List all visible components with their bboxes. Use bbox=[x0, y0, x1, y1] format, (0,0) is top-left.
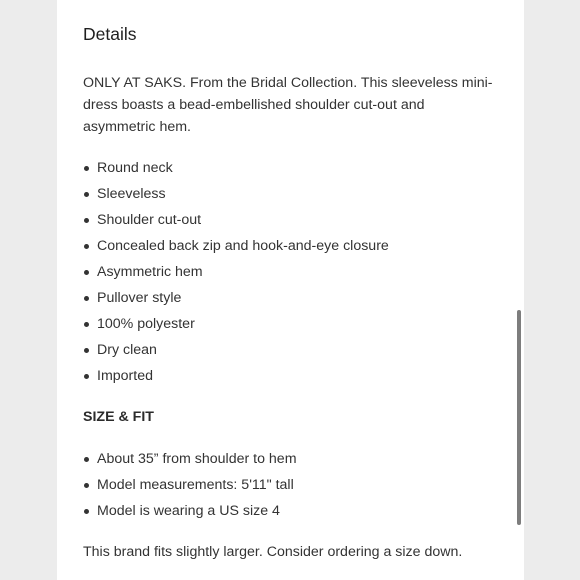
feature-text: Sleeveless bbox=[97, 186, 166, 202]
bullet-icon bbox=[84, 322, 89, 327]
feature-item bbox=[83, 155, 389, 181]
bullet-icon bbox=[84, 218, 89, 223]
feature-item bbox=[83, 363, 389, 389]
feature-item bbox=[83, 259, 389, 285]
feature-item bbox=[83, 181, 389, 207]
fit-note: This brand fits slightly larger. Consider ordering a size down. bbox=[83, 544, 463, 560]
feature-text: 100% polyester bbox=[97, 316, 195, 332]
bullet-icon bbox=[84, 296, 89, 301]
feature-item bbox=[83, 311, 389, 337]
size-fit-text: Model measurements: 5'11" tall bbox=[97, 477, 294, 493]
feature-text: Concealed back zip and hook-and-eye closure bbox=[97, 238, 389, 254]
size-fit-list bbox=[83, 446, 297, 524]
bullet-icon bbox=[84, 457, 89, 462]
size-fit-text: Model is wearing a US size 4 bbox=[97, 503, 280, 519]
size-fit-heading: SIZE & FIT bbox=[83, 409, 154, 425]
scrollbar-thumb[interactable] bbox=[517, 310, 521, 525]
bullet-icon bbox=[84, 244, 89, 249]
bullet-icon bbox=[84, 374, 89, 379]
feature-list bbox=[83, 155, 389, 389]
feature-text: Pullover style bbox=[97, 290, 182, 306]
bullet-icon bbox=[84, 270, 89, 275]
product-description: ONLY AT SAKS. From the Bridal Collection. This sleeveless mini-dress boasts a bead-embellished shoulder cut-out and asymmetric hem. bbox=[83, 75, 493, 135]
feature-text: Dry clean bbox=[97, 342, 157, 358]
feature-text: Imported bbox=[97, 368, 153, 384]
details-panel bbox=[57, 0, 524, 580]
bullet-icon bbox=[84, 192, 89, 197]
feature-item bbox=[83, 285, 389, 311]
size-fit-item bbox=[83, 472, 297, 498]
feature-text: Shoulder cut-out bbox=[97, 212, 202, 228]
feature-text: Asymmetric hem bbox=[97, 264, 203, 280]
bullet-icon bbox=[84, 509, 89, 514]
bullet-icon bbox=[84, 483, 89, 488]
feature-item bbox=[83, 233, 389, 259]
size-fit-text: About 35” from shoulder to hem bbox=[97, 451, 297, 467]
feature-text: Round neck bbox=[97, 160, 173, 176]
feature-item bbox=[83, 207, 389, 233]
bullet-icon bbox=[84, 166, 89, 171]
feature-item bbox=[83, 337, 389, 363]
details-title: Details bbox=[83, 24, 137, 44]
size-fit-item bbox=[83, 446, 297, 472]
size-fit-item bbox=[83, 498, 297, 524]
bullet-icon bbox=[84, 348, 89, 353]
